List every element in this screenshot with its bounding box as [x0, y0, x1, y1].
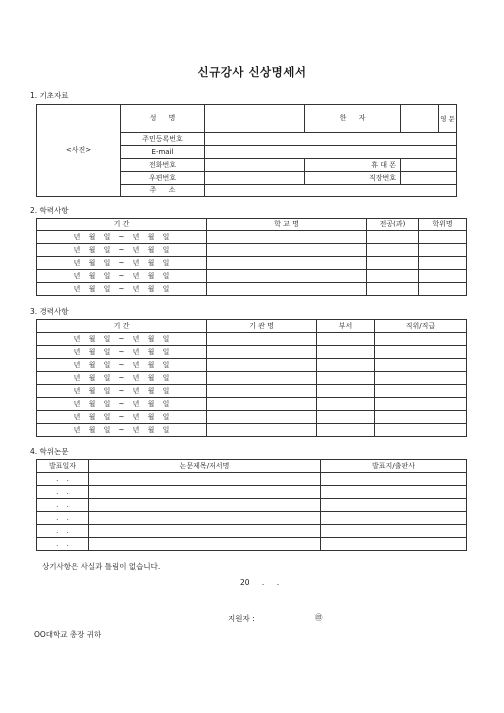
entry-cell[interactable]: [367, 244, 419, 257]
entry-cell[interactable]: [317, 359, 375, 372]
email-value[interactable]: [205, 146, 457, 159]
education-row: [37, 283, 467, 296]
hanja-value[interactable]: [401, 105, 439, 133]
period-cell[interactable]: 년 월 일 ~ 년 월 일: [37, 398, 207, 411]
entry-cell[interactable]: [207, 385, 317, 398]
period-cell[interactable]: 년 월 일 ~ 년 월 일: [37, 231, 207, 244]
statement-text: 상기사항은 사실과 틀림이 없습니다.: [42, 562, 161, 571]
header-institution: 기 관 명: [207, 320, 317, 333]
header-department: 부서: [317, 320, 375, 333]
thesis-row: [37, 525, 467, 538]
entry-cell[interactable]: [375, 333, 467, 346]
date-cell[interactable]: . .: [37, 538, 89, 551]
entry-cell[interactable]: [207, 359, 317, 372]
entry-cell[interactable]: [317, 385, 375, 398]
education-row: [37, 257, 467, 270]
entry-cell[interactable]: [375, 424, 467, 437]
header-period: 기 간: [37, 320, 207, 333]
thesis-row: [37, 499, 467, 512]
period-cell[interactable]: 년 월 일 ~ 년 월 일: [37, 346, 207, 359]
entry-cell[interactable]: [89, 538, 321, 551]
entry-cell[interactable]: [367, 270, 419, 283]
entry-cell[interactable]: [207, 346, 317, 359]
period-cell[interactable]: 년 월 일 ~ 년 월 일: [37, 257, 207, 270]
career-row: [37, 359, 467, 372]
education-row: [37, 270, 467, 283]
entry-cell[interactable]: [419, 257, 467, 270]
date-cell[interactable]: . .: [37, 473, 89, 486]
education-row: [37, 231, 467, 244]
entry-cell[interactable]: [89, 486, 321, 499]
entry-cell[interactable]: [317, 346, 375, 359]
entry-cell[interactable]: [317, 398, 375, 411]
entry-cell[interactable]: [375, 346, 467, 359]
resident-no-label: 주민등록번호: [121, 133, 205, 146]
entry-cell[interactable]: [321, 525, 467, 538]
entry-cell[interactable]: [419, 231, 467, 244]
career-row: [37, 411, 467, 424]
period-cell[interactable]: 년 월 일 ~ 년 월 일: [37, 283, 207, 296]
career-row: [37, 385, 467, 398]
section-heading-education: 2. 학력사항: [30, 206, 69, 215]
entry-cell[interactable]: [89, 525, 321, 538]
period-cell[interactable]: 년 월 일 ~ 년 월 일: [37, 424, 207, 437]
eng-label: 영 문: [439, 105, 457, 133]
section-heading-career: 3. 경력사항: [30, 307, 69, 316]
period-cell[interactable]: 년 월 일 ~ 년 월 일: [37, 333, 207, 346]
entry-cell[interactable]: [375, 372, 467, 385]
phone-label: 전화번호: [121, 159, 205, 172]
entry-cell[interactable]: [367, 231, 419, 244]
period-cell[interactable]: 년 월 일 ~ 년 월 일: [37, 244, 207, 257]
career-row: [37, 333, 467, 346]
entry-cell[interactable]: [321, 512, 467, 525]
entry-cell[interactable]: [207, 333, 317, 346]
entry-cell[interactable]: [89, 512, 321, 525]
entry-cell[interactable]: [375, 385, 467, 398]
date-cell[interactable]: . .: [37, 512, 89, 525]
date-cell[interactable]: . .: [37, 499, 89, 512]
date-line: 20 . .: [240, 578, 280, 587]
date-cell[interactable]: . .: [37, 486, 89, 499]
period-cell[interactable]: 년 월 일 ~ 년 월 일: [37, 372, 207, 385]
entry-cell[interactable]: [321, 473, 467, 486]
entry-cell[interactable]: [317, 372, 375, 385]
phone-value[interactable]: [205, 159, 305, 172]
entry-cell[interactable]: [367, 257, 419, 270]
email-label: E-mail: [121, 146, 205, 159]
address-value[interactable]: [205, 185, 457, 197]
career-row: [37, 424, 467, 437]
photo-cell: <사진>: [37, 105, 121, 197]
period-cell[interactable]: 년 월 일 ~ 년 월 일: [37, 270, 207, 283]
entry-cell[interactable]: [321, 538, 467, 551]
recipient-text: OO대학교 총장 귀하: [34, 630, 102, 639]
entry-cell[interactable]: [207, 372, 317, 385]
basic-info-table: [36, 104, 457, 197]
education-header-row: [37, 219, 467, 231]
entry-cell[interactable]: [419, 244, 467, 257]
thesis-header-row: [37, 460, 467, 473]
career-header-row: [37, 320, 467, 333]
entry-cell[interactable]: [89, 473, 321, 486]
education-table: [36, 218, 467, 296]
postal-label: 우편번호: [121, 172, 205, 185]
mobile-label: 휴 대 폰: [305, 159, 401, 172]
entry-cell[interactable]: [207, 398, 317, 411]
entry-cell[interactable]: [375, 398, 467, 411]
entry-cell[interactable]: [207, 283, 367, 296]
career-row: [37, 372, 467, 385]
postal-value[interactable]: [205, 172, 305, 185]
entry-cell[interactable]: [207, 231, 367, 244]
work-phone-value[interactable]: [401, 172, 457, 185]
entry-cell[interactable]: [367, 283, 419, 296]
header-position: 직위/직급: [375, 320, 467, 333]
thesis-row: [37, 512, 467, 525]
period-cell[interactable]: 년 월 일 ~ 년 월 일: [37, 385, 207, 398]
entry-cell[interactable]: [317, 333, 375, 346]
thesis-row: [37, 538, 467, 551]
thesis-row: [37, 486, 467, 499]
section-heading-basic: 1. 기초자료: [30, 91, 69, 100]
entry-cell[interactable]: [207, 244, 367, 257]
applicant-label: 지원자 :: [228, 614, 255, 623]
hanja-label: 한 자: [339, 114, 366, 122]
career-row: [37, 398, 467, 411]
name-value[interactable]: [205, 105, 305, 133]
header-school: 학 교 명: [207, 219, 367, 231]
entry-cell[interactable]: [419, 270, 467, 283]
entry-cell[interactable]: [89, 499, 321, 512]
hanja-cell[interactable]: [305, 105, 401, 133]
entry-cell[interactable]: [317, 411, 375, 424]
entry-cell[interactable]: [207, 411, 317, 424]
career-table: [36, 319, 467, 437]
header-period: 기 간: [37, 219, 207, 231]
period-cell[interactable]: 년 월 일 ~ 년 월 일: [37, 411, 207, 424]
entry-cell[interactable]: [207, 257, 367, 270]
header-major: 전공(과): [367, 219, 419, 231]
seal-mark: ㊞: [315, 613, 323, 622]
resident-no-value[interactable]: [205, 133, 457, 146]
header-degree: 학위명: [419, 219, 467, 231]
entry-cell[interactable]: [321, 499, 467, 512]
address-label: 주 소: [121, 185, 205, 197]
entry-cell[interactable]: [317, 424, 375, 437]
section-heading-thesis: 4. 학위논문: [30, 447, 69, 456]
entry-cell[interactable]: [419, 283, 467, 296]
header-title: 논문제목/저서명: [89, 460, 321, 473]
career-row: [37, 346, 467, 359]
entry-cell[interactable]: [375, 411, 467, 424]
thesis-table: [36, 459, 467, 551]
header-date: 발표일자: [37, 460, 89, 473]
page-title: 신규강사 신상명세서: [197, 65, 307, 79]
entry-cell[interactable]: [207, 270, 367, 283]
entry-cell[interactable]: [207, 424, 317, 437]
name-label: 성 명: [121, 105, 205, 133]
education-row: [37, 244, 467, 257]
thesis-row: [37, 473, 467, 486]
header-publisher: 발표지/출판사: [321, 460, 467, 473]
date-cell[interactable]: . .: [37, 525, 89, 538]
mobile-value[interactable]: [401, 159, 457, 172]
period-cell[interactable]: 년 월 일 ~ 년 월 일: [37, 359, 207, 372]
work-phone-label: 직장번호: [305, 172, 401, 185]
entry-cell[interactable]: [375, 359, 467, 372]
entry-cell[interactable]: [321, 486, 467, 499]
